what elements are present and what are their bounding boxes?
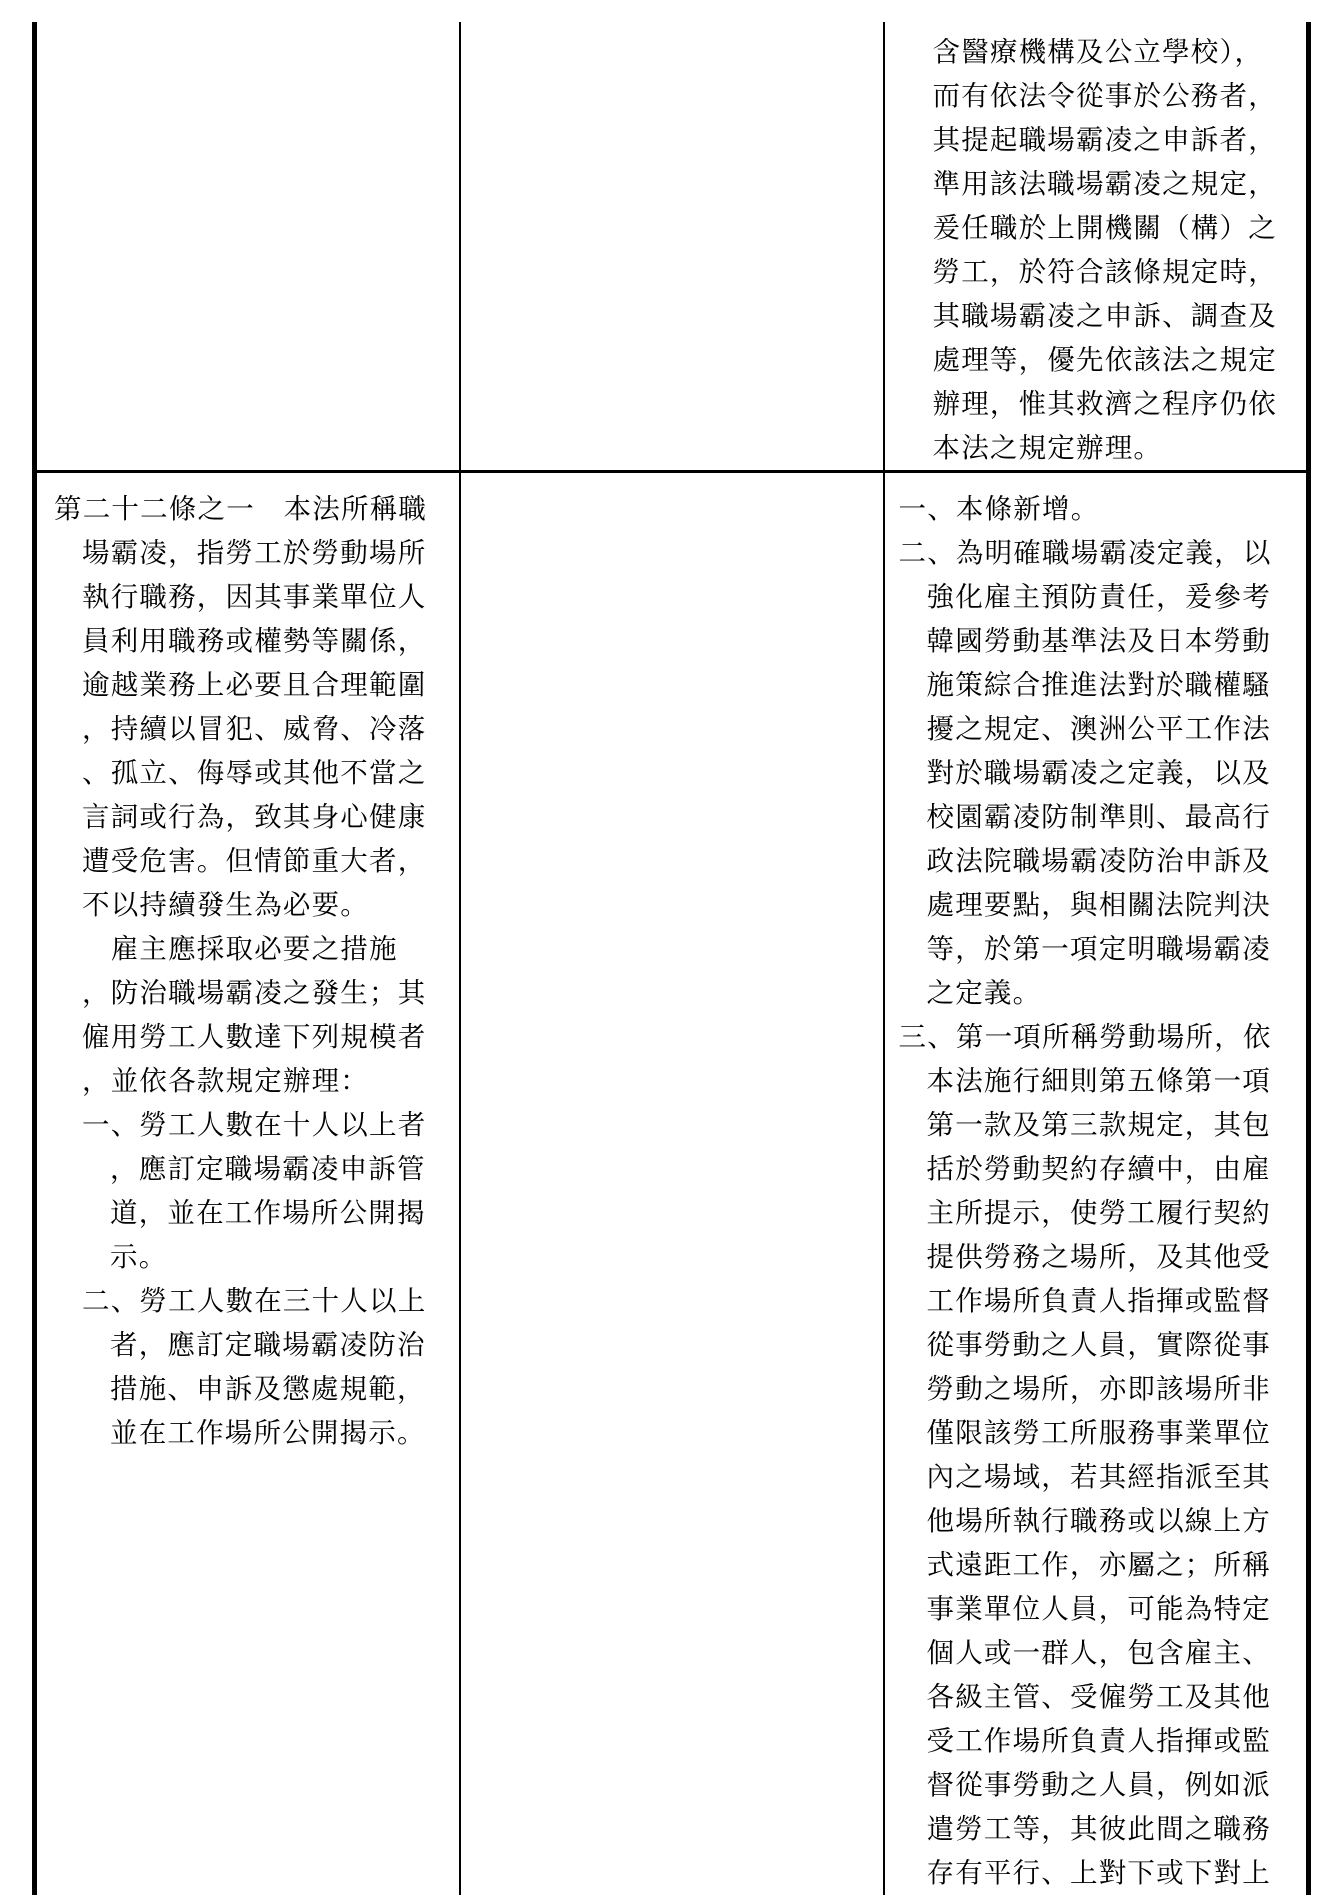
explanation-line: 第一款及第三款規定，其包 [926, 1109, 1271, 1141]
explanation-line: 韓國勞動基準法及日本勞動 [926, 625, 1271, 657]
explanation-line: 事業單位人員，可能為特定 [926, 1593, 1271, 1625]
article-line: ，並依各款規定辦理： [82, 1065, 369, 1097]
explanation-line: 各級主管、受僱勞工及其他 [926, 1681, 1271, 1713]
note-line: 其提起職場霸凌之申訴者， [932, 124, 1277, 156]
explanation-line: 從事勞動之人員，實際從事 [926, 1329, 1271, 1361]
explanation-line: 等，於第一項定明職場霸凌 [926, 933, 1271, 965]
article-line: 雇主應採取必要之措施 [82, 933, 398, 965]
explanation-line: 存有平行、上對下或下對上 [926, 1857, 1271, 1889]
explanation-cell-continued [884, 22, 1309, 472]
explanation-line: 提供勞務之場所，及其他受 [926, 1241, 1271, 1273]
explanation-line: 強化雇主預防責任，爰參考 [926, 581, 1271, 613]
article-item-line: 二、勞工人數在三十人以上 [82, 1285, 427, 1317]
note-line: 爰任職於上開機關（構）之 [932, 212, 1277, 244]
amended-article-cell-empty [35, 22, 460, 472]
table-row-continuation [35, 22, 1309, 472]
comparison-table [32, 22, 1311, 1895]
explanation-line: 督從事勞動之人員，例如派 [926, 1769, 1271, 1801]
current-article-cell [460, 472, 884, 1896]
article-item-line: 者，應訂定職場霸凌防治 [110, 1329, 426, 1361]
explanation-line: 式遠距工作，亦屬之；所稱 [926, 1549, 1271, 1581]
explanation-line: 個人或一群人，包含雇主、 [926, 1637, 1271, 1669]
explanation-item-line: 三、第一項所稱勞動場所，依 [898, 1021, 1272, 1053]
article-line: 逾越業務上必要且合理範圍 [82, 669, 427, 701]
article-line: 執行職務，因其事業單位人 [82, 581, 427, 613]
continuation-note [885, 22, 1307, 470]
explanation-text [885, 473, 1307, 1895]
note-line: 本法之規定辦理。 [932, 432, 1163, 464]
explanation-line: 主所提示，使勞工履行契約 [926, 1197, 1271, 1229]
explanation-line: 本法施行細則第五條第一項 [926, 1065, 1271, 1097]
explanation-line: 政法院職場霸凌防治申訴及 [926, 845, 1271, 877]
current-article-cell-empty [460, 22, 884, 472]
explanation-line: 括於勞動契約存續中，由雇 [926, 1153, 1271, 1185]
explanation-line: 他場所執行職務或以線上方 [926, 1505, 1271, 1537]
article-line: ，防治職場霸凌之發生；其 [82, 977, 427, 1009]
article-line: 員利用職務或權勢等關係， [82, 625, 427, 657]
article-item-line: 並在工作場所公開揭示。 [110, 1417, 426, 1449]
article-line: ，持續以冒犯、威脅、冷落 [82, 713, 427, 745]
note-line: 其職場霸凌之申訴、調查及 [932, 300, 1277, 332]
article-item-line: 一、勞工人數在十人以上者 [82, 1109, 427, 1141]
amended-article-cell [35, 472, 460, 1896]
explanation-line: 校園霸凌防制準則、最高行 [926, 801, 1271, 833]
explanation-item-line: 二、為明確職場霸凌定義，以 [898, 537, 1272, 569]
article-line: 第二十二條之一 本法所稱職 [54, 493, 428, 525]
note-line: 辦理，惟其救濟之程序仍依 [932, 388, 1277, 420]
note-line: 含醫療機構及公立學校）， [932, 36, 1264, 68]
article-line: 不以持續發生為必要。 [82, 889, 369, 921]
explanation-item-line: 一、本條新增。 [898, 493, 1100, 525]
article-22-1-text [37, 473, 459, 1455]
article-line: 遭受危害。但情節重大者， [82, 845, 427, 877]
explanation-line: 施策綜合推進法對於職權騷 [926, 669, 1271, 701]
article-line: 僱用勞工人數達下列規模者 [82, 1021, 427, 1053]
explanation-line: 擾之規定、澳洲公平工作法 [926, 713, 1271, 745]
note-line: 而有依法令從事於公務者， [932, 80, 1277, 112]
explanation-line: 工作場所負責人指揮或監督 [926, 1285, 1271, 1317]
explanation-line: 內之場域，若其經指派至其 [926, 1461, 1271, 1493]
article-item-line: ，應訂定職場霸凌申訴管 [110, 1153, 426, 1185]
article-line: 場霸凌，指勞工於勞動場所 [82, 537, 427, 569]
note-line: 準用該法職場霸凌之規定， [932, 168, 1277, 200]
note-line: 勞工，於符合該條規定時， [932, 256, 1277, 288]
explanation-line: 僅限該勞工所服務事業單位 [926, 1417, 1271, 1449]
explanation-cell [884, 472, 1309, 1896]
article-line: 、孤立、侮辱或其他不當之 [82, 757, 427, 789]
explanation-line: 受工作場所負責人指揮或監 [926, 1725, 1271, 1757]
explanation-line: 對於職場霸凌之定義，以及 [926, 757, 1271, 789]
article-line: 言詞或行為，致其身心健康 [82, 801, 427, 833]
article-item-line: 道，並在工作場所公開揭 [110, 1197, 426, 1229]
explanation-line: 遣勞工等，其彼此間之職務 [926, 1813, 1271, 1845]
explanation-line: 之定義。 [926, 977, 1042, 1009]
article-item-line: 措施、申訴及懲處規範， [110, 1373, 426, 1405]
article-item-line: 示。 [110, 1241, 168, 1273]
note-line: 處理等，優先依該法之規定 [932, 344, 1277, 376]
explanation-line: 處理要點，與相關法院判決 [926, 889, 1271, 921]
table-row-article-22-1 [35, 472, 1309, 1896]
explanation-line: 勞動之場所，亦即該場所非 [926, 1373, 1271, 1405]
